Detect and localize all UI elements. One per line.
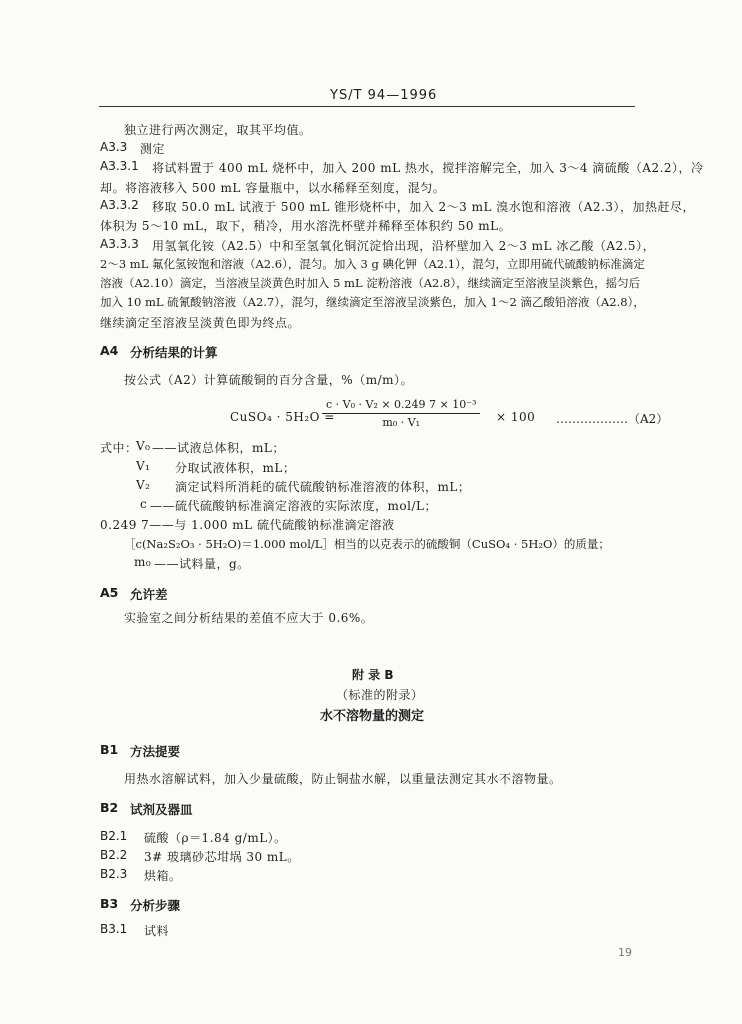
section-number-b1: B1 (100, 742, 119, 757)
section-number-a3-3-1: A3.3.1 (100, 159, 139, 173)
b1-text: 用热水溶解试料，加入少量硫酸，防止铜盐水解，以重量法测定其水不溶物量。 (124, 772, 562, 786)
var-v0-desc: ——试液总体积，mL； (152, 441, 285, 455)
section-title-a4: 分析结果的计算 (130, 345, 218, 360)
a3-3-3-line-1: 用氢氧化铵（A2.5）中和至氢氧化铜沉淀恰出现，沿杯壁加入 2～3 mL 冰乙酸（A2.5）， (152, 239, 656, 253)
appendix-label: 附 录 B (352, 668, 394, 682)
a4-intro: 按公式（A2）计算硫酸铜的百分含量，%（m/m）。 (124, 373, 414, 387)
section-number-b2-2: B2.2 (100, 848, 128, 862)
a3-3-3-line-4: 加入 10 mL 硫氰酸钠溶液（A2.7），混匀，继续滴定至溶液呈淡紫色，加入 1～2 滴乙酸铅溶液（A2.8）， (100, 295, 645, 309)
b2-2-text: 3# 玻璃砂芯坩埚 30 mL。 (144, 850, 300, 864)
appendix-title: 水不溶物量的测定 (320, 709, 425, 724)
section-number-b2-3: B2.3 (100, 867, 128, 881)
page-number: 19 (618, 946, 632, 959)
section-title-b2: 试剂及器皿 (130, 802, 193, 817)
a3-3-2-line-2: 体积为 5～10 mL，取下，稍冷，用水溶洗杯壁并稀释至体积约 50 mL。 (100, 219, 512, 233)
a3-3-1-line-1: 将试料置于 400 mL 烧杯中，加入 200 mL 热水，搅拌溶解完全，加入 3～4 滴硫酸（A2.2），冷 (152, 161, 704, 175)
section-number-b3: B3 (100, 896, 119, 911)
a3-3-3-line-2: 2～3 mL 氟化氢铵饱和溶液（A2.6），混匀。加入 3 g 碘化钾（A2.1），混匀，立即用硫代硫酸钠标准滴定 (100, 257, 645, 271)
var-v1-desc: 分取试液体积，mL； (175, 461, 296, 475)
section-title-b3: 分析步骤 (130, 898, 181, 913)
var-c-symbol: c (140, 497, 148, 511)
formula-denominator: m₀ · V₁ (382, 416, 421, 429)
var-factor-line-1: 0.249 7——与 1.000 mL 硫代硫酸钠标准滴定溶液 (100, 518, 395, 532)
a3-3-1-line-2: 却。将溶液移入 500 mL 容量瓶中，以水稀释至刻度，混匀。 (100, 181, 446, 195)
a5-text: 实验室之间分析结果的差值不应大于 0.6%。 (124, 611, 374, 625)
formula-lhs: CuSO₄ · 5H₂O = (230, 410, 335, 424)
section-number-a3-3-2: A3.3.2 (100, 198, 139, 212)
b2-3-text: 烘箱。 (144, 869, 182, 883)
var-m0-symbol: m₀ (134, 555, 152, 569)
b3-1-text: 试料 (144, 924, 170, 938)
a3-3-3-line-3: 溶液（A2.10）滴定，当溶液呈淡黄色时加入 5 mL 淀粉溶液（A2.8），继续滴定至溶液呈淡紫色，摇匀后 (100, 276, 641, 290)
var-factor-line-2: ［c(Na₂S₂O₃ · 5H₂O)＝1.000 mol/L］相当的以克表示的硫酸铜（CuSO₄ · 5H₂O）的质量； (124, 537, 610, 551)
formula-label: ………………（A2） (556, 412, 669, 426)
appendix-subtitle: （标准的附录） (336, 688, 424, 702)
var-v1-symbol: V₁ (136, 459, 151, 473)
formula-numerator: c · V₀ · V₂ × 0.249 7 × 10⁻³ (322, 398, 480, 414)
b2-1-text: 硫酸（ρ＝1.84 g/mL）。 (144, 831, 287, 845)
var-v2-desc: 滴定试料所消耗的硫代硫酸钠标准溶液的体积，mL； (175, 480, 471, 494)
paragraph-intro: 独立进行两次测定，取其平均值。 (124, 123, 312, 137)
formula-multiplier: × 100 (496, 410, 536, 424)
var-m0-desc: ——试料量，g。 (154, 557, 250, 571)
formula-fraction (322, 398, 480, 429)
section-number-b2-1: B2.1 (100, 829, 128, 843)
section-number-b3-1: B3.1 (100, 922, 128, 936)
section-number-a3-3: A3.3 (100, 140, 128, 154)
section-number-a5: A5 (100, 585, 119, 600)
section-title-b1: 方法提要 (130, 744, 181, 759)
section-title-a3-3: 测定 (140, 142, 166, 156)
a3-3-3-line-5: 继续滴定至溶液呈淡黄色即为终点。 (100, 316, 301, 330)
section-title-a5: 允许差 (130, 587, 168, 602)
standard-number: YS/T 94—1996 (330, 88, 438, 103)
var-c-desc: ——硫代硫酸钠标准滴定溶液的实际浓度，mol/L； (150, 499, 437, 513)
section-number-a4: A4 (100, 343, 119, 358)
var-v0-symbol: V₀ (136, 439, 151, 453)
section-number-a3-3-3: A3.3.3 (100, 237, 139, 251)
header-rule (99, 106, 635, 107)
var-v2-symbol: V₂ (136, 478, 151, 492)
where-label: 式中： (100, 441, 138, 455)
a3-3-2-line-1: 移取 50.0 mL 试液于 500 mL 锥形烧杯中，加入 2～3 mL 溴水饱和溶液（A2.3），加热赶尽， (152, 200, 696, 214)
section-number-b2: B2 (100, 800, 119, 815)
